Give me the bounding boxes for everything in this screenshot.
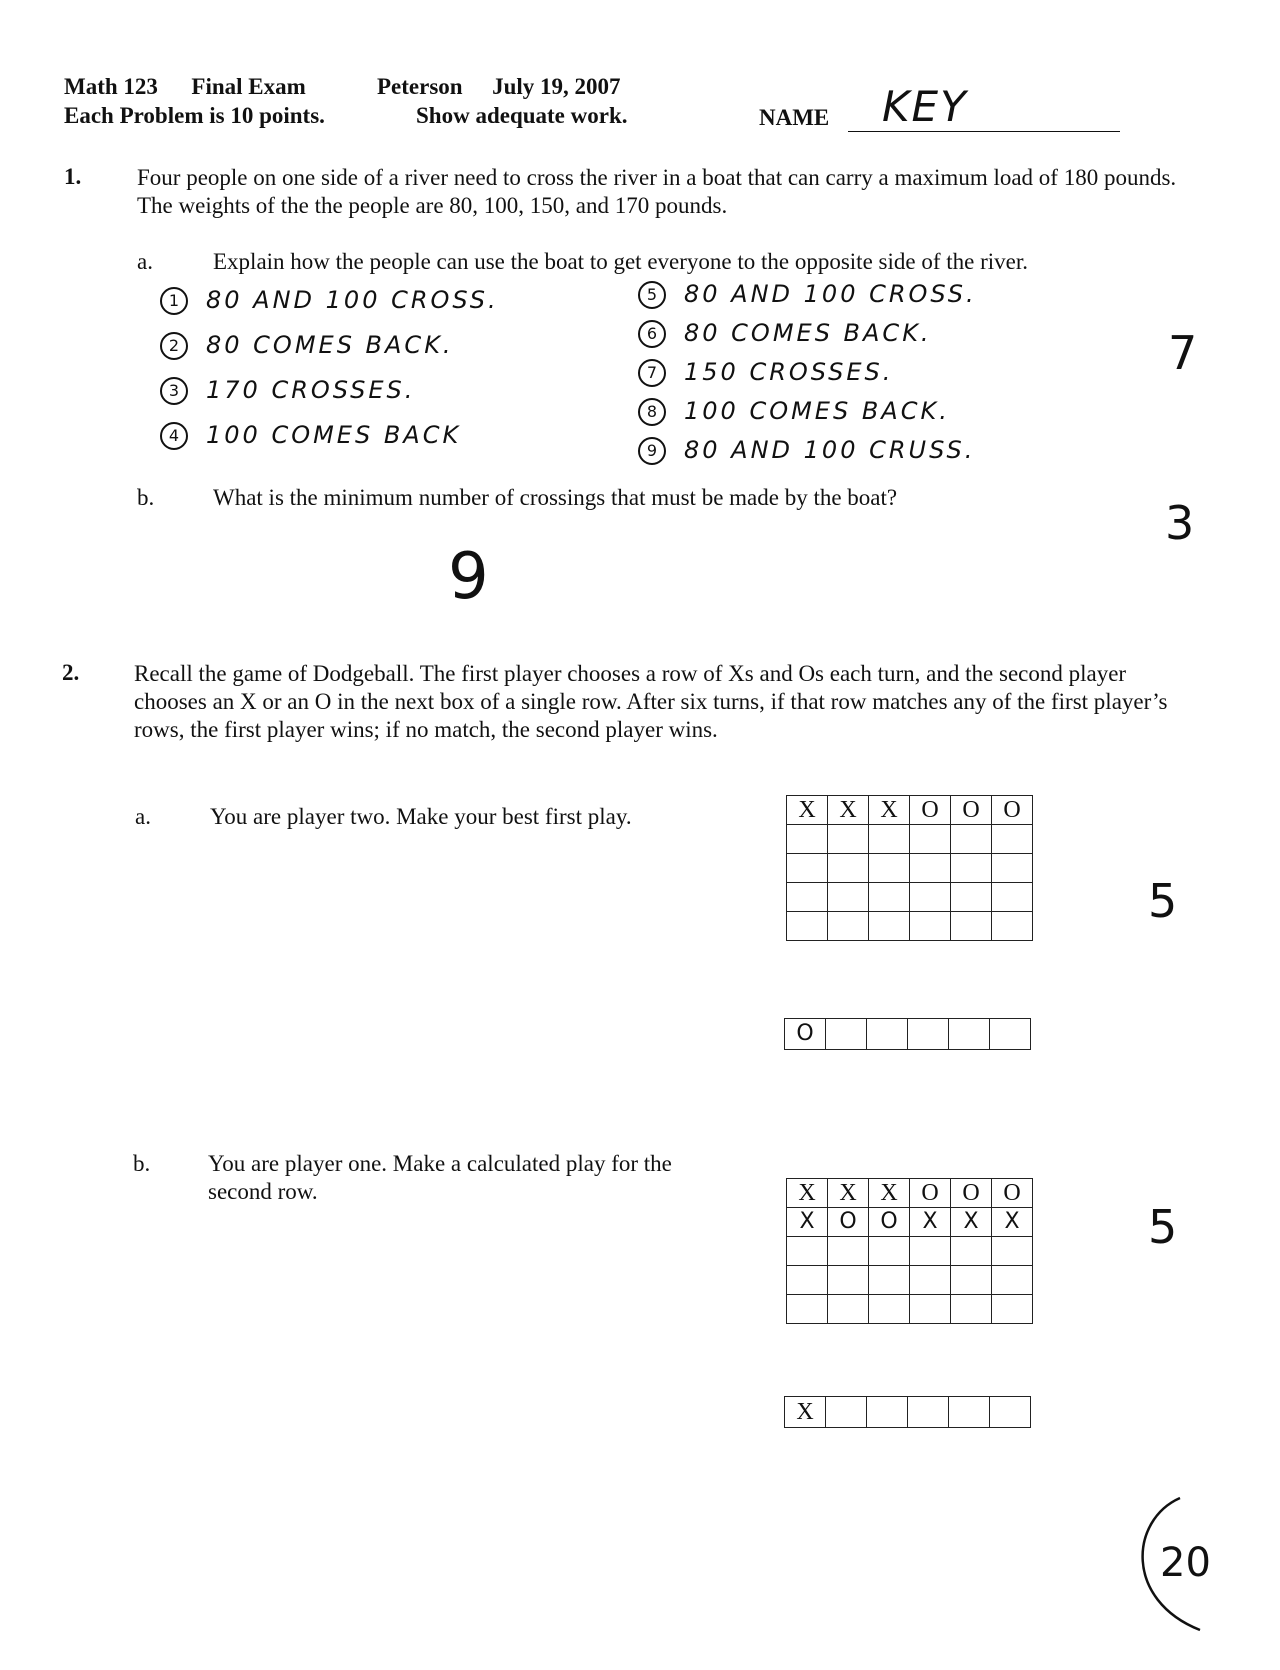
grid-cell: [992, 883, 1033, 912]
step-9-text: 80 AND 100 CRUSS.: [684, 436, 976, 464]
total-score: 20: [1160, 1540, 1211, 1586]
grid-cell: X: [951, 1208, 992, 1237]
grid-row: [787, 854, 1033, 883]
problem-1a-question: Explain how the people can use the boat to get everyone to the opposite side of the river.: [213, 249, 1028, 274]
grid-cell: X: [828, 796, 869, 825]
grid-cell: X: [828, 1179, 869, 1208]
grid-row: [787, 1266, 1033, 1295]
step-1-text: 80 AND 100 CROSS.: [206, 286, 499, 314]
instructor-label: Peterson: [377, 74, 463, 99]
grid-cell: [867, 1019, 908, 1050]
grid-cell: [787, 825, 828, 854]
problem-1-number: 1.: [64, 164, 82, 189]
step-8-number: 8: [638, 398, 666, 426]
step-4-number: 4: [160, 422, 188, 450]
header-line-1: [64, 74, 306, 100]
problem-2-number: 2.: [62, 660, 80, 685]
grid-cell: [869, 1237, 910, 1266]
grid-cell: [951, 1237, 992, 1266]
grid-cell: [910, 825, 951, 854]
grid-cell: [787, 883, 828, 912]
step-5: [638, 280, 977, 309]
grid-cell: O: [910, 1179, 951, 1208]
grid-row: [785, 1397, 1031, 1428]
name-value: KEY: [882, 82, 968, 131]
step-2: [160, 331, 454, 360]
grid-cell: X: [910, 1208, 951, 1237]
grid-cell: [910, 912, 951, 941]
step-5-text: 80 AND 100 CROSS.: [684, 280, 977, 308]
grid-cell: O: [828, 1208, 869, 1237]
grid-cell: [787, 1266, 828, 1295]
step-6: [638, 319, 932, 348]
grid-row: [787, 796, 1033, 825]
problem-2a-grid: [786, 795, 1033, 941]
grid-cell: [951, 1295, 992, 1324]
grid-cell: [828, 883, 869, 912]
grid-cell: O: [910, 796, 951, 825]
problem-2b-player-row: [784, 1396, 1031, 1428]
grid-cell: [869, 883, 910, 912]
problem-2b-question: You are player one. Make a calculated play for the second row.: [208, 1151, 672, 1204]
grid-cell: O: [869, 1208, 910, 1237]
grid-cell: [828, 825, 869, 854]
grid-cell: [910, 1295, 951, 1324]
grid-cell: [990, 1019, 1031, 1050]
grid-cell: [869, 1266, 910, 1295]
grid-row: [787, 883, 1033, 912]
grid-cell: X: [992, 1208, 1033, 1237]
grid-cell: [992, 912, 1033, 941]
grid-cell: [951, 883, 992, 912]
work-note: Show adequate work.: [416, 103, 628, 128]
grid-row: [787, 1179, 1033, 1208]
grid-cell: X: [787, 796, 828, 825]
step-3: [160, 376, 415, 405]
grid-row: [787, 1208, 1033, 1237]
grid-cell: [826, 1019, 867, 1050]
problem-1a-score: 7: [1168, 326, 1198, 380]
grid-cell: [990, 1397, 1031, 1428]
grid-row: [787, 1237, 1033, 1266]
grid-cell: [992, 1295, 1033, 1324]
step-8: [638, 397, 950, 426]
grid-cell: [951, 1266, 992, 1295]
problem-2b-grid: [786, 1178, 1033, 1324]
step-5-number: 5: [638, 281, 666, 309]
problem-2a-score: 5: [1148, 874, 1178, 928]
grid-cell: [869, 825, 910, 854]
problem-1b-answer: 9: [448, 540, 489, 614]
grid-row: [787, 1295, 1033, 1324]
grid-cell: [951, 854, 992, 883]
grid-row: [787, 825, 1033, 854]
step-6-number: 6: [638, 320, 666, 348]
step-1: [160, 286, 499, 315]
step-4-text: 100 COMES BACK: [206, 421, 462, 449]
step-2-text: 80 COMES BACK.: [206, 331, 454, 359]
grid-cell: [828, 854, 869, 883]
problem-2b-label: b.: [133, 1151, 151, 1176]
points-note: Each Problem is 10 points.: [64, 103, 325, 128]
grid-cell: O: [992, 796, 1033, 825]
grid-cell: [908, 1019, 949, 1050]
problem-1a-label: a.: [137, 249, 153, 274]
grid-cell: [951, 825, 992, 854]
step-3-text: 170 CROSSES.: [206, 376, 416, 404]
instructor-date: [377, 74, 621, 100]
grid-cell: [951, 912, 992, 941]
problem-2a-player-row: [784, 1018, 1031, 1050]
step-8-text: 100 COMES BACK.: [684, 397, 950, 425]
grid-cell: X: [869, 796, 910, 825]
step-7: [638, 358, 893, 387]
name-label: NAME: [759, 105, 830, 130]
problem-2a-question: You are player two. Make your best first play.: [210, 804, 632, 829]
step-3-number: 3: [160, 377, 188, 405]
grid-cell: [828, 1295, 869, 1324]
step-7-text: 150 CROSSES.: [684, 358, 894, 386]
grid-cell: [828, 1266, 869, 1295]
course-label: Math 123: [64, 74, 158, 99]
step-6-text: 80 COMES BACK.: [684, 319, 932, 347]
problem-2-text: Recall the game of Dodgeball. The first player chooses a row of Xs and Os each turn, and the second player chooses an X or an O in the next box of a single row. After six turns, if that row matches any of the first player’s rows, the first player wins; if no match, the second player wins.: [134, 661, 1168, 742]
problem-1b-score: 3: [1165, 496, 1195, 550]
problem-2b-score: 5: [1148, 1200, 1178, 1254]
grid-cell: [910, 883, 951, 912]
grid-cell: [826, 1397, 867, 1428]
step-9-number: 9: [638, 437, 666, 465]
grid-cell: [869, 1295, 910, 1324]
grid-cell: [828, 1237, 869, 1266]
grid-cell: [869, 854, 910, 883]
grid-cell: X: [787, 1208, 828, 1237]
grid-cell: [787, 1237, 828, 1266]
grid-row: [787, 912, 1033, 941]
exam-label: Final Exam: [191, 74, 306, 99]
grid-cell: X: [869, 1179, 910, 1208]
grid-cell: [787, 912, 828, 941]
step-4: [160, 421, 461, 450]
grid-cell: [992, 825, 1033, 854]
grid-cell: O: [785, 1019, 826, 1050]
grid-cell: [869, 912, 910, 941]
grid-cell: [910, 1237, 951, 1266]
grid-cell: [992, 1266, 1033, 1295]
problem-2a-label: a.: [135, 804, 151, 829]
grid-cell: O: [992, 1179, 1033, 1208]
grid-cell: O: [951, 1179, 992, 1208]
problem-1b-label: b.: [137, 485, 155, 510]
grid-cell: [828, 912, 869, 941]
grid-cell: X: [787, 1179, 828, 1208]
step-2-number: 2: [160, 332, 188, 360]
grid-cell: [949, 1397, 990, 1428]
grid-cell: [908, 1397, 949, 1428]
step-7-number: 7: [638, 359, 666, 387]
grid-cell: [910, 1266, 951, 1295]
step-1-number: 1: [160, 287, 188, 315]
problem-1-text: Four people on one side of a river need to cross the river in a boat that can carry a maximum load of 180 pounds. The weights of the the people are 80, 100, 150, and 170 pounds.: [137, 165, 1177, 218]
grid-cell: [992, 1237, 1033, 1266]
grid-cell: [992, 854, 1033, 883]
grid-cell: [787, 1295, 828, 1324]
grid-cell: O: [951, 796, 992, 825]
problem-1b-question: What is the minimum number of crossings that must be made by the boat?: [213, 485, 898, 510]
grid-row: [785, 1019, 1031, 1050]
grid-cell: X: [785, 1397, 826, 1428]
grid-cell: [949, 1019, 990, 1050]
step-9: [638, 436, 975, 465]
grid-cell: [787, 854, 828, 883]
grid-cell: [867, 1397, 908, 1428]
date-label: July 19, 2007: [492, 74, 621, 99]
grid-cell: [910, 854, 951, 883]
name-line: [848, 131, 1120, 132]
